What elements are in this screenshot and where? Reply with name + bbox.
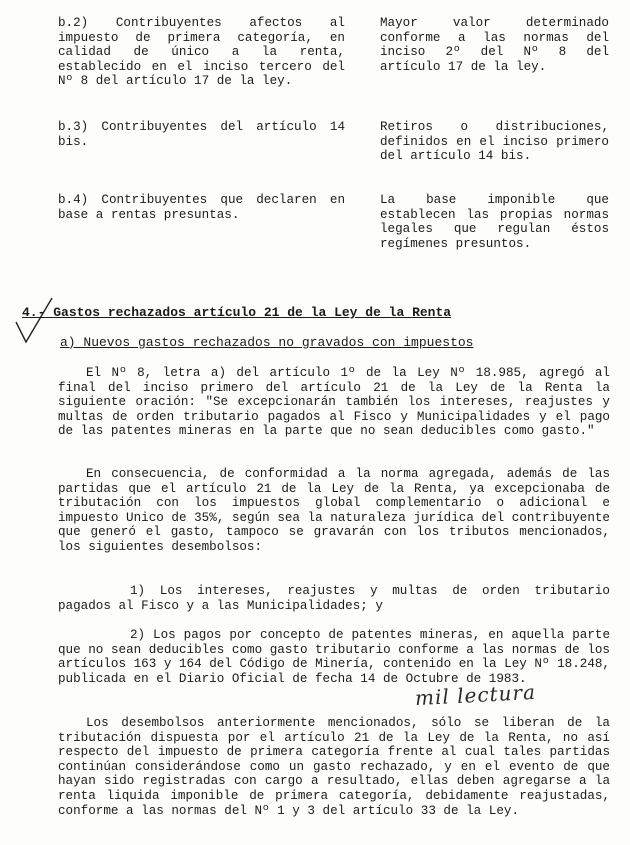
row-b2-right-text: Mayor valor determinado conforme a las normas del inciso 2º del Nº 8 del artículo 17 de la ley. xyxy=(380,16,609,74)
row-b4-left-text: b.4) Contribuyentes que declaren en base a rentas presuntas. xyxy=(58,193,345,222)
row-b3-left-text: b.3) Contribuyentes del artículo 14 bis. xyxy=(58,120,345,149)
row-b3-right xyxy=(380,120,609,164)
paragraph-4: 2) Los pagos por concepto de patentes mineras, en aquella parte que no sean deducibles como gasto tributario conforme a las normas de los artículos 163 y 164 del Código de Minería, contenido en la Ley Nº 18.248, publicada en el Diario Oficial de fecha 14 de Octubre de 1983. xyxy=(58,628,610,686)
paragraph-3: 1) Los intereses, reajustes y multas de orden tributario pagados al Fisco y a las Municipalidades; y xyxy=(58,584,610,613)
row-b2-right xyxy=(380,16,609,74)
row-b2-left xyxy=(58,16,345,89)
section-heading xyxy=(22,306,451,321)
row-b3-right-text: Retiros o distribuciones, definidos en el inciso primero del artículo 14 bis. xyxy=(380,120,609,164)
section-title: Gastos rechazados artículo 21 de la Ley de la Renta xyxy=(53,305,452,320)
row-b4-right xyxy=(380,193,609,251)
row-b2-left-text: b.2) Contribuyentes afectos al impuesto de primera categoría, en calidad de único a la renta, establecido en el inciso tercero del Nº 8 del artículo 17 de la ley. xyxy=(58,16,345,89)
row-b4-left xyxy=(58,193,345,222)
paragraph-2: En consecuencia, de conformidad a la norma agregada, además de las partidas que el artículo 21 de la Ley de la Renta, ya excepcionaba de tributación con los impuestos global complementario o adicional e impuesto Unico de 35%, según sea la naturaleza jurídica del contribuyente que generó el gasto, tampoco se gravarán con los tributos mencionados, los siguientes desembolsos: xyxy=(58,467,610,554)
handwritten-signature: mil lectura xyxy=(414,679,537,711)
paragraph-5: Los desembolsos anteriormente mencionados, sólo se liberan de la tributación dispuesta por el artículo 21 de la Ley de la Renta, no así respecto del impuesto de primera categoría frente al cual tales partidas continúan considerándose como un gasto rechazado, y en el evento de que hayan sido registradas con cargo a resultado, ellas deben agregarse a la renta liquida imponible de primera categoría, debidamente reajustadas, conforme a las normas del Nº 1 y 3 del artículo 33 de la Ley. xyxy=(58,716,610,818)
section-number: 4.- xyxy=(22,305,46,320)
row-b3-left xyxy=(58,120,345,149)
paragraph-1: El Nº 8, letra a) del artículo 1º de la Ley Nº 18.985, agregó al final del inciso primero del artículo 21 de la Ley de la Renta la siguiente oración: "Se excepcionarán también los intereses, reajustes y multas de orden tributario pagados al Fisco y Municipalidades y el pago de las patentes mineras en la parte que no sean deducibles como gasto." xyxy=(58,366,610,439)
subsection-heading: a) Nuevos gastos rechazados no gravados con impuestos xyxy=(60,335,474,350)
row-b4-right-text: La base imponible que establecen las propias normas legales que regulan éstos regímenes presuntos. xyxy=(380,193,609,251)
